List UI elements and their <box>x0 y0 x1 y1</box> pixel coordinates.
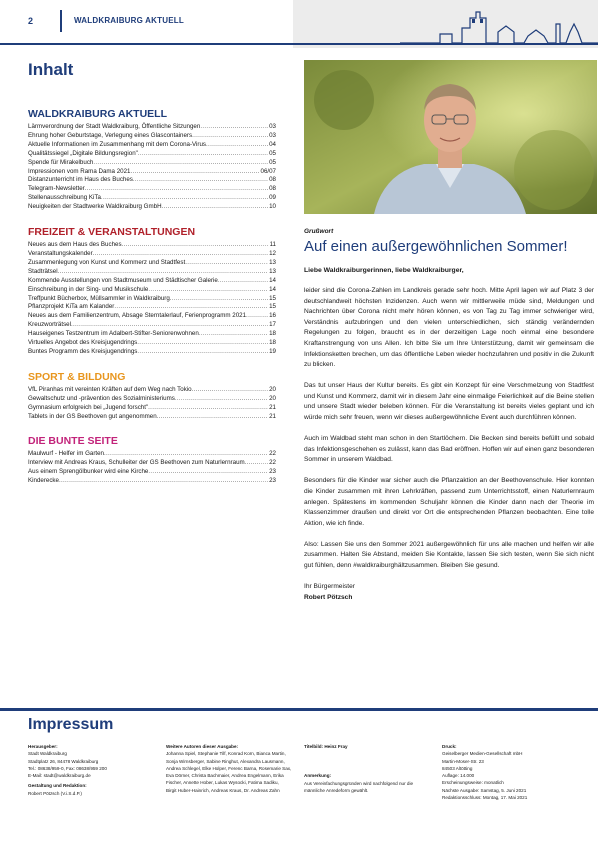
impressum-label: Weitere Autoren dieser Ausgabe: <box>166 744 239 749</box>
toc-entry-page: 13 <box>269 258 276 266</box>
toc-entry-title: Kinderecke <box>28 477 59 485</box>
toc-entry[interactable] <box>28 176 276 185</box>
toc-dot-leader <box>206 141 268 150</box>
toc-section <box>28 226 276 357</box>
mayor-portrait-photo <box>304 60 597 214</box>
page-number: 2 <box>28 16 34 26</box>
toc-section-heading: WALDKRAIBURG AKTUELL <box>28 108 168 120</box>
toc-dot-leader <box>71 321 268 330</box>
toc-entry-page: 20 <box>269 394 276 402</box>
toc-entry-page: 08 <box>269 185 276 193</box>
impressum-label: Druck: <box>442 744 457 749</box>
toc-entry-title: Stadträtsel <box>28 267 58 275</box>
toc-dot-leader <box>157 413 268 422</box>
impressum-label: Titelbild: Heinz Fray <box>304 744 348 749</box>
impressum-line: Erscheinungsweise: monatlich <box>442 780 504 786</box>
impressum-label: Herausgeber: <box>28 744 58 749</box>
impressum-line: Stadt Waldkraiburg <box>28 751 67 757</box>
impressum-line: Martin-Moser-Str. 23 <box>442 758 484 764</box>
toc-entry[interactable] <box>28 241 276 250</box>
toc-dot-leader <box>137 348 268 357</box>
toc-entry-title: Gewaltschutz und -prävention des Sozialministeriums <box>28 394 175 402</box>
impressum-line: Stadtplatz 26, 84478 Waldkraiburg <box>28 758 99 764</box>
toc-entry-title: Distanzunterricht im Haus des Buches <box>28 176 133 184</box>
toc-entry[interactable] <box>28 468 276 477</box>
toc-entry-page: 22 <box>269 459 276 467</box>
toc-entry-title: Treffpunkt Bücherbox, Müllsammler in Waldkraiburg <box>28 294 170 302</box>
toc-entry-page: 05 <box>269 158 276 166</box>
toc-entry-title: Stellenausschreibung KiTa <box>28 194 101 202</box>
toc-entry[interactable] <box>28 194 276 203</box>
toc-entry[interactable] <box>28 268 276 277</box>
impressum-notes <box>304 743 434 794</box>
toc-dot-leader <box>59 477 268 486</box>
toc-entry-page: 23 <box>269 477 276 485</box>
article-salutation: Liebe Waldkraiburgerinnen, liebe Waldkraiburger, <box>304 267 464 274</box>
impressum-line: Fischer, Annette Hober, Lukas Wysocki, Fatima Sadiku, <box>166 780 279 786</box>
toc-entry[interactable] <box>28 168 276 177</box>
toc-entry-title: Kreuzworträtsel <box>28 321 71 329</box>
toc-dot-leader <box>192 132 268 141</box>
impressum-line: Auflage: 14.000 <box>442 773 475 779</box>
toc-entry[interactable] <box>28 259 276 268</box>
toc-entry-title: Pflanzprojekt KiTa am Kalander <box>28 303 115 311</box>
toc-dot-leader <box>199 330 268 339</box>
toc-entry-page: 05 <box>269 149 276 157</box>
toc-dot-leader <box>130 168 259 177</box>
toc-entry-title: Lärmverordnung der Stadt Waldkraiburg, Öffentliche Sitzungen <box>28 123 201 130</box>
article-kicker: Grußwort <box>304 228 334 235</box>
impressum-publisher <box>28 743 158 797</box>
toc-entry-title: Neues aus dem Haus des Buches <box>28 241 122 249</box>
toc-entry[interactable] <box>28 312 276 321</box>
toc-entry-title: Qualitätssiegel „Digitale Bildungsregion" <box>28 149 138 157</box>
toc-entry[interactable] <box>28 303 276 312</box>
impressum-line: männliche Anredeform gewählt. <box>304 787 369 793</box>
toc-section-heading: FREIZEIT & VERANSTALTUNGEN <box>28 226 196 239</box>
toc-entry[interactable] <box>28 413 276 422</box>
toc-entry-title: Kommende Ausstellungen von Stadtmuseum und Städtischer Galerie <box>28 276 218 284</box>
impressum-line: E-Mail: stadt@waldkraiburg.de <box>28 773 91 779</box>
toc-section <box>28 435 276 486</box>
toc-dot-leader <box>104 450 268 459</box>
toc-dot-leader <box>137 339 268 348</box>
toc-dot-leader <box>162 203 269 212</box>
toc-entry-page: 17 <box>269 321 276 329</box>
toc-entry[interactable] <box>28 141 276 150</box>
toc-entry-page: 06/07 <box>260 167 276 175</box>
toc-dot-leader <box>192 386 269 395</box>
impressum-print <box>442 743 592 801</box>
impressum-line: Sonja Wirnsberger, Sabine Ringhut, Alexandra Lausmann, <box>166 758 285 764</box>
toc-entry-page: 14 <box>269 285 276 293</box>
toc-entry-page: 03 <box>269 123 276 130</box>
toc-section-heading: DIE BUNTE SEITE <box>28 435 118 448</box>
toc-entry[interactable] <box>28 277 276 286</box>
toc-entry-page: 15 <box>269 294 276 302</box>
toc-dot-leader <box>122 241 269 250</box>
impressum-label: Anmerkung: <box>304 773 332 779</box>
toc-dot-leader <box>148 286 268 295</box>
toc-entry[interactable] <box>28 321 276 330</box>
toc-dot-leader <box>85 185 268 194</box>
impressum-line: Geiselberger Medien-Gesellschaft mbH <box>442 751 523 757</box>
impressum-label: Gestaltung und Redaktion: <box>28 783 87 789</box>
toc-entry-page: 20 <box>269 385 276 393</box>
toc-entry-page: 12 <box>269 249 276 257</box>
toc-entry-page: 10 <box>269 203 276 211</box>
toc-entry-title: Neuigkeiten der Stadtwerke Waldkraiburg GmbH <box>28 203 162 211</box>
toc-entry-title: Tablets in der GS Beethoven gut angenommen <box>28 412 157 420</box>
toc-entry-title: Einschreibung in der Sing- und Musikschule <box>28 285 149 293</box>
impressum-line: Tel.: 08638/959-0, Fax: 08638/959 200 <box>28 765 107 771</box>
toc-dot-leader <box>185 259 268 268</box>
page-header <box>0 0 598 48</box>
toc-entry[interactable] <box>28 159 276 168</box>
table-of-contents <box>28 60 276 500</box>
impressum-line: Nächste Ausgabe: Samstag, 5. Juni 2021 <box>442 787 527 793</box>
toc-entry-page: 21 <box>269 412 276 420</box>
toc-entry[interactable] <box>28 132 276 141</box>
toc-section-heading: SPORT & BILDUNG <box>28 370 126 383</box>
toc-entry[interactable] <box>28 339 276 348</box>
header-divider <box>60 10 62 32</box>
toc-sections <box>28 108 276 486</box>
toc-entry-title: Telegram-Newsletter <box>28 185 85 193</box>
toc-entry-page: 18 <box>269 330 276 338</box>
greeting-article <box>304 228 594 603</box>
toc-entry-title: Buntes Programm des Kreisjugendrings <box>28 347 138 355</box>
toc-dot-leader <box>148 404 268 413</box>
impressum-line: 84503 Altötting <box>442 765 473 771</box>
toc-dot-leader <box>200 123 268 132</box>
toc-entry-page: 13 <box>269 267 276 275</box>
toc-entry-page: 14 <box>269 276 276 284</box>
article-headline: Auf einen außergewöhnlichen Sommer! <box>304 238 568 255</box>
toc-entry-title: Gymnasium erfolgreich bei „Jugend forscht" <box>28 403 149 411</box>
toc-entry-title: Neues aus dem Familienzentrum, Absage Sterntalerlauf, Ferienprogramm 2021 <box>28 312 247 320</box>
toc-dot-leader <box>93 250 268 259</box>
toc-entry-page: 23 <box>269 468 276 476</box>
article-paragraph: Auch im Waldbad steht man schon in den Startlöchern. Die Becken sind bereits befüllt und sobald das Infektionsgeschehen es zulässt, kann das Bad eröffnen. Hoffen wir auf einen ganz besonderen Sommer in unserem Waldbad. <box>304 435 594 464</box>
impressum-line: Robert Pötzsch (V.i.S.d.P.) <box>28 790 82 796</box>
impressum-line: Birgit Huber-Hainrich, Andreas Kraus, Dr. Andreas Zahn <box>166 787 280 793</box>
toc-dot-leader <box>133 176 268 185</box>
impressum-line: Redaktionsschluss: Montag, 17. Mai 2021 <box>442 795 528 801</box>
toc-entry-page: 09 <box>269 194 276 202</box>
toc-entry-page: 15 <box>269 303 276 311</box>
toc-entry[interactable] <box>28 450 276 459</box>
toc-entry-page: 21 <box>269 403 276 411</box>
portrait-illustration-icon <box>304 60 597 214</box>
header-rule <box>0 43 598 45</box>
toc-entry-title: VfL Piranhas mit vereinten Kräften auf dem Weg nach Tokio <box>28 385 192 393</box>
toc-dot-leader <box>101 194 268 203</box>
toc-entry-title: Maulwurf - Helfer im Garten <box>28 450 104 458</box>
toc-dot-leader <box>245 459 268 468</box>
toc-entry[interactable] <box>28 477 276 486</box>
signature-role: Ihr Bürgermeister <box>304 583 355 591</box>
toc-entry[interactable] <box>28 123 276 132</box>
header-title: WALDKRAIBURG AKTUELL <box>74 16 184 25</box>
toc-dot-leader <box>170 295 268 304</box>
toc-entry[interactable] <box>28 330 276 339</box>
toc-entry-page: 22 <box>269 450 276 458</box>
toc-entry-page: 04 <box>269 140 276 148</box>
toc-entry-page: 11 <box>269 241 276 249</box>
toc-entry[interactable] <box>28 203 276 212</box>
toc-entry-title: Ehrung hoher Geburtstage, Verlegung eines Glascontainers <box>28 131 193 139</box>
toc-entry[interactable] <box>28 395 276 404</box>
impressum-line: Aus Vereinfachungsgründen wird nachfolgend nur die <box>304 780 414 786</box>
toc-entry-title: Aus einem Sprengölbunker wird eine Kirche <box>28 468 149 476</box>
impressum-line: Andrea Schlegel, Elke Holper, Ferenc Barna, Rosemarie Sax, <box>166 765 292 771</box>
toc-heading: Inhalt <box>28 60 74 79</box>
toc-dot-leader <box>58 268 269 277</box>
toc-dot-leader <box>246 312 268 321</box>
toc-entry[interactable] <box>28 250 276 259</box>
toc-entry[interactable] <box>28 286 276 295</box>
toc-entry[interactable] <box>28 459 276 468</box>
toc-dot-leader <box>93 159 268 168</box>
toc-entry-page: 19 <box>269 347 276 355</box>
impressum-authors <box>166 743 306 794</box>
toc-entry-title: Interview mit Andreas Kraus, Schulleiter der GS Beethoven zum Naturlernraum <box>28 459 245 467</box>
toc-entry[interactable] <box>28 386 276 395</box>
article-paragraph: Also: Lassen Sie uns den Sommer 2021 außergewöhnlich für uns alle machen und helfen wir alle zusammen. Halten Sie Abstand, meiden Sie Kontakte, lassen Sie sich testen, wenn Sie sich nicht gut fühlen, denn #waldkraiburghältzusammen. Bleiben Sie gesund. <box>304 540 594 570</box>
signature-name: Robert Pötzsch <box>304 593 353 601</box>
toc-section <box>28 371 276 422</box>
article-paragraph: Besonders für die Kinder war sicher auch die Pflanzaktion an der Beethovenschule. Hier konnten die Kinder zusammen mit ihren Lehrkräften, passend zum Unterrichtsstoff, einen Naturlernraum anlegen. Spätestens im kommenden Schuljahr können die Kinder dann nach der Theorie im Klassenzimmer draußen und direkt vor Ort die entsprechenden Pflanzen beobachten. Eine tolle Aktion, wie ich finde. <box>304 477 594 527</box>
toc-entry-title: Virtuelles Angebot des Kreisjugendrings <box>28 339 138 347</box>
article-paragraph: Das tut unser Haus der Kultur bereits. Es gibt ein Konzept für eine Verschmelzung von Stadtfest und Kunst und Kommerz, damit wir in diesem Jahr eine einmalige Feierlichkeit auf die Beine stellen und unsere Stadt wieder beleben können. Für die Veranstaltung ist bereits vieles geplant und ich würde mich sehr freuen, wenn wir dieses außergewöhnliche Event auch durchführen können. <box>304 382 594 422</box>
toc-dot-leader <box>138 150 268 159</box>
toc-dot-leader <box>175 395 268 404</box>
toc-entry-page: 03 <box>269 131 276 139</box>
toc-entry-title: Aktuelle Informationen im Zusammenhang mit dem Corona-Virus <box>28 140 207 148</box>
toc-entry[interactable] <box>28 150 276 159</box>
toc-entry-page: 08 <box>269 176 276 184</box>
toc-dot-leader <box>114 303 268 312</box>
toc-entry-page: 18 <box>269 339 276 347</box>
toc-section <box>28 108 276 212</box>
toc-entry[interactable] <box>28 404 276 413</box>
toc-entry-page: 16 <box>269 312 276 320</box>
impressum-rule <box>0 708 598 711</box>
toc-entry-title: Veranstaltungskalender <box>28 249 93 257</box>
toc-entry-title: Impressionen vom Rama Dama 2021 <box>28 167 131 175</box>
toc-dot-leader <box>218 277 268 286</box>
impressum-line: Eva Dörner, Christa Bachmaier, Andrea Engelmann, Erika <box>166 773 284 779</box>
toc-entry-title: Spende für Mirakelbuch <box>28 158 94 166</box>
city-skyline-icon <box>400 6 598 46</box>
toc-entry-title: Hauseigenes Testzentrum im Adalbert-Stifter-Seniorenwohnen <box>28 330 199 338</box>
toc-entry[interactable] <box>28 185 276 194</box>
impressum-title: Impressum <box>28 716 114 733</box>
toc-entry[interactable] <box>28 295 276 304</box>
impressum-line: Johanna Spiel, Stephanie Tilf, Konrad Korn, Bianca Martin, <box>166 751 286 757</box>
toc-dot-leader <box>148 468 268 477</box>
toc-entry[interactable] <box>28 348 276 357</box>
toc-entry-title: Zusammenlegung von Kunst und Kommerz und Stadtfest <box>28 258 186 266</box>
article-paragraph: leider sind die Corona-Zahlen im Landkreis gerade sehr hoch. Mitte April lagen wir auf Platz 3 der deutschlandweit höchsten Inzidenzen. Auch wenn wir mittlerweile müde sind, Meldungen und Nachrichten über Corona nicht mehr hören können, es von Tag zu Tag immer schwieriger wird, Verständnis aufzubringen und den vielen unterschiedlichen, sich ständig verändernden Regelungen zu folgen, braucht es in der derzeitigen Lage noch einmal eine besondere Kraftanstrengung von uns Allen. Ich bitte Sie um Ihre Unterstützung, damit wir gemeinsam die Infektionsketten brechen, um das öffentliche Leben wieder hochzufahren und positiv in die Zukunft zu blicken. <box>304 287 594 369</box>
